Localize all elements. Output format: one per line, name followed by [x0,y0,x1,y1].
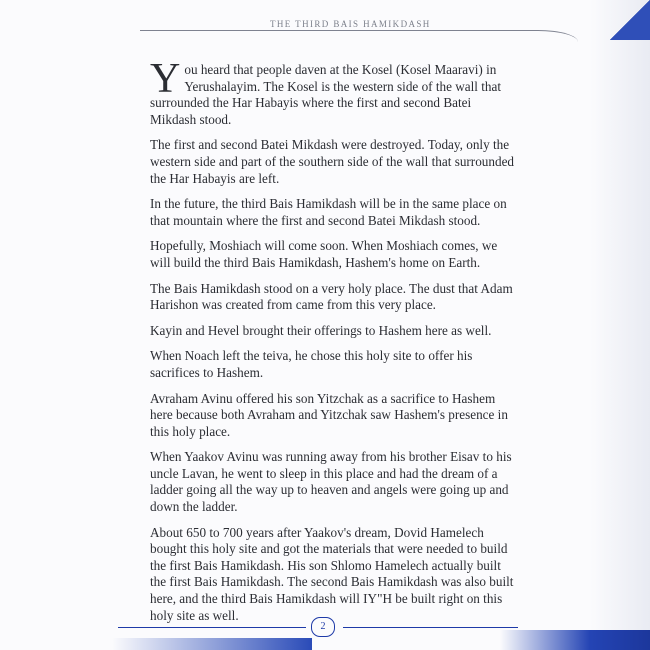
drop-cap: Y [150,56,181,102]
paragraph-1 [150,56,515,128]
paragraph-2: The first and second Batei Mikdash were destroyed. Today, only the western side and part of the southern side of the wall that surrounded the Har Habayis are left. [150,137,515,186]
page-edge-shadow [590,0,650,650]
header-rule [140,30,538,31]
bottom-right-border-decoration [500,630,650,650]
page-number: 2 [311,617,335,637]
paragraph-text: ou heard that people daven at the Kosel (Kosel Maaravi) in Yerushalayim. The Kosel is the western side of the wall that surrounded the Har Habayis where the first and second Batei Mikdash stood. [150,62,502,127]
running-header: THE THIRD BAIS HAMIKDASH [270,19,431,29]
paragraph-6: Kayin and Hevel brought their offerings to Hashem here as well. [150,322,492,338]
paragraph-8: Avraham Avinu offered his son Yitzchak as a sacrifice to Hashem here because both Avraham and Yitzchak saw Hashem's presence in this holy place. [150,390,508,439]
footer-rule-right [343,627,518,628]
paragraph-10: About 650 to 700 years after Yaakov's dream, Dovid Hamelech bought this holy site and got the materials that were needed to build the first Bais Hamikdash. His son Shlomo Hamelech actually built the first Bais Hamikdash. The second Bais Hamikdash was also built here, and the third Bais Hamikdash will IY"H be built right on this holy site as well. [150,524,514,623]
paragraph-4: Hopefully, Moshiach will come soon. When Moshiach comes, we will build the third Bais Hamikdash, Hashem's home on Earth. [150,238,498,270]
footer-rule-left [118,627,306,628]
paragraph-7: When Noach left the teiva, he chose this holy site to offer his sacrifices to Hashem. [150,348,473,380]
top-right-corner-decoration [610,0,650,40]
bottom-border-decoration [112,638,312,650]
paragraph-3: In the future, the third Bais Hamikdash will be in the same place on that mountain where the first and second Batei Mikdash stood. [150,196,507,228]
body-text [150,56,515,633]
paragraph-5: The Bais Hamikdash stood on a very holy place. The dust that Adam Harishon was created from came from this very place. [150,280,513,313]
paragraph-9: When Yaakov Avinu was running away from his brother Eisav to his uncle Lavan, he went to sleep in this place and had the dream of a ladder going all the way up to heaven and angels were going up and down the ladder. [150,449,512,515]
